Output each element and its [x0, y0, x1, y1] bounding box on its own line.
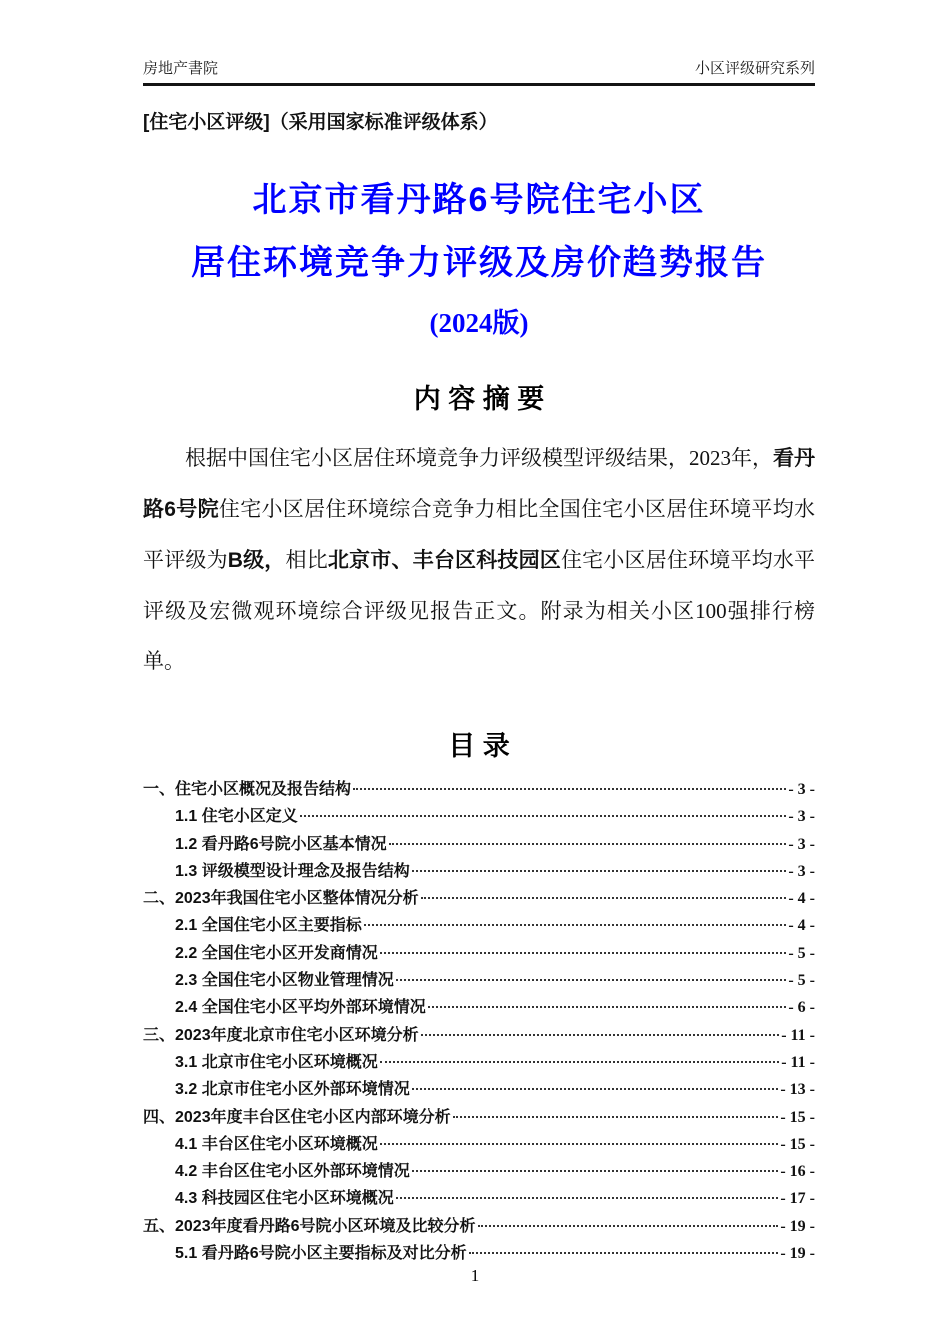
toc-entry-page: - 3 - [788, 862, 815, 880]
toc-entry-page: - 11 - [781, 1053, 815, 1071]
toc-entry [143, 1240, 815, 1267]
toc-entry-label: 5.1 看丹路6号院小区主要指标及对比分析 [175, 1245, 467, 1263]
header-left-text: 房地产書院 [143, 60, 219, 77]
toc-entry-page: - 4 - [788, 890, 815, 908]
toc-entry-page: - 6 - [788, 999, 815, 1017]
toc-entry-page: - 16 - [780, 1163, 815, 1181]
toc-dot-leader [469, 1236, 779, 1254]
abstract-paragraph [143, 433, 815, 686]
toc-dot-leader [412, 854, 787, 872]
toc-entry-page: - 4 - [788, 917, 815, 935]
page-header [143, 0, 815, 86]
toc-entry-label: 4.3 科技园区住宅小区环境概况 [175, 1190, 394, 1208]
toc-dot-leader [353, 772, 786, 790]
toc-entry-page: - 3 - [788, 808, 815, 826]
toc-dot-leader [396, 963, 787, 981]
toc-dot-leader [364, 908, 787, 926]
toc-dot-leader [412, 1072, 779, 1090]
page-number: 1 [470, 1266, 480, 1285]
toc-dot-leader [380, 1127, 779, 1145]
toc-dot-leader [421, 1018, 780, 1036]
toc-entry-label: 2.3 全国住宅小区物业管理情况 [175, 972, 394, 990]
toc-entry-label: 1.3 评级模型设计理念及报告结构 [175, 862, 410, 880]
toc-dot-leader [396, 1181, 779, 1199]
toc-entry-label: 四、2023年度丰台区住宅小区内部环境分析 [143, 1108, 451, 1126]
toc-entry-page: - 3 - [788, 835, 815, 853]
abstract-text: 住宅小区居住环境平均水平评级及宏微观环境综合评级见报告正文。附录为相关小区100强排行榜单。 [143, 548, 816, 673]
section-label: [住宅小区评级]（采用国家标准评级体系） [143, 112, 498, 133]
toc-entry-label: 二、2023年我国住宅小区整体情况分析 [143, 890, 419, 908]
toc-dot-leader [300, 799, 787, 817]
toc-heading: 目 录 [448, 731, 510, 761]
toc-entry-label: 4.2 丰台区住宅小区外部环境情况 [175, 1163, 410, 1181]
toc-dot-leader [380, 936, 787, 954]
toc-entry-label: 3.1 北京市住宅小区环境概况 [175, 1053, 378, 1071]
toc-entry-page: - 17 - [780, 1190, 815, 1208]
toc-entry-page: - 15 - [780, 1108, 815, 1126]
toc-entry-page: - 5 - [788, 972, 815, 990]
toc-entry-label: 1.1 住宅小区定义 [175, 808, 298, 826]
toc-entry-label: 2.4 全国住宅小区平均外部环境情况 [175, 999, 426, 1017]
report-title-line2: 居住环境竞争力评级及房价趋势报告 [191, 244, 767, 282]
toc-entry-label: 1.2 看丹路6号院小区基本情况 [175, 835, 387, 853]
toc-entry-label: 五、2023年度看丹路6号院小区环境及比较分析 [143, 1217, 476, 1235]
toc-dot-leader [478, 1209, 779, 1227]
toc-dot-leader [380, 1045, 780, 1063]
toc-dot-leader [428, 990, 787, 1008]
toc-entry-page: - 19 - [780, 1245, 815, 1263]
toc-entry-label: 2.1 全国住宅小区主要指标 [175, 917, 362, 935]
report-title-edition: (2024版) [429, 308, 529, 338]
abstract-heading: 内 容 摘 要 [413, 384, 545, 414]
abstract-bold-text: 看丹路6号院 [143, 447, 815, 521]
toc-list [143, 776, 815, 1267]
toc-dot-leader [453, 1100, 779, 1118]
toc-entry-label: 2.2 全国住宅小区开发商情况 [175, 944, 378, 962]
toc-dot-leader [412, 1154, 779, 1172]
toc-entry-label: 3.2 北京市住宅小区外部环境情况 [175, 1081, 410, 1099]
report-title-line1: 北京市看丹路6号院住宅小区 [252, 181, 706, 219]
abstract-bold-text: B级， [227, 549, 286, 572]
toc-dot-leader [421, 881, 787, 899]
toc-entry-page: - 11 - [781, 1026, 815, 1044]
abstract-text: 相比 [285, 548, 328, 572]
toc-entry-page: - 19 - [780, 1217, 815, 1235]
toc-entry-page: - 5 - [788, 944, 815, 962]
header-right-text: 小区评级研究系列 [694, 60, 815, 77]
abstract-text: 根据中国住宅小区居住环境竞争力评级模型评级结果，2023年， [185, 446, 773, 470]
abstract-text: 住宅小区居住环境综合竞争力相比全国住宅小区居住环境平均水平评级为 [143, 497, 815, 572]
toc-entry-label: 一、住宅小区概况及报告结构 [143, 781, 352, 798]
toc-entry-label: 三、2023年度北京市住宅小区环境分析 [143, 1026, 419, 1044]
toc-entry-page: - 15 - [780, 1135, 815, 1153]
toc-dot-leader [389, 827, 787, 845]
abstract-bold-text: 北京市、丰台区科技园区 [327, 549, 561, 572]
toc-entry-page: - 13 - [780, 1081, 815, 1099]
toc-entry-label: 4.1 丰台区住宅小区环境概况 [175, 1135, 378, 1153]
toc-entry-page: - 3 - [788, 781, 815, 798]
